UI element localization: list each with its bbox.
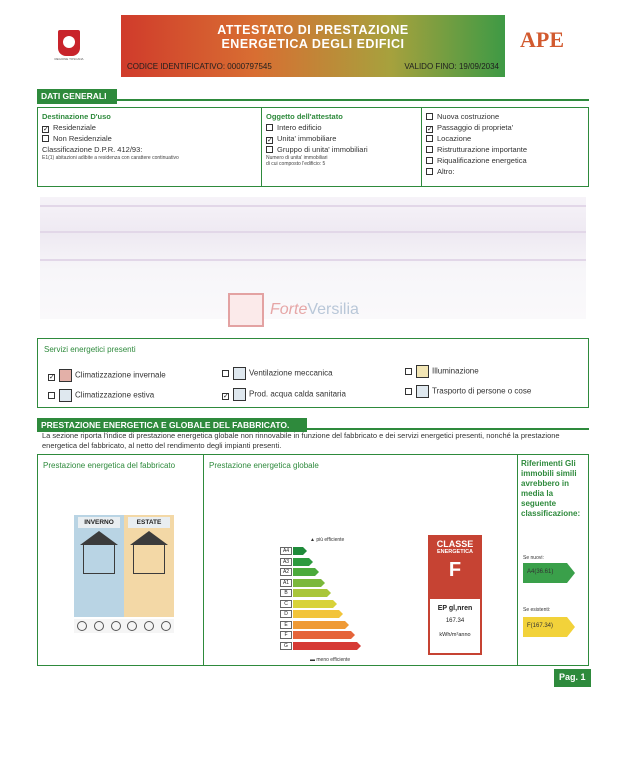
classe-sub: ENERGETICA xyxy=(436,549,474,555)
energy-class-tip xyxy=(357,642,361,650)
smiley-icon xyxy=(77,621,87,631)
checkbox[interactable]: ✓ xyxy=(49,373,55,381)
checkbox[interactable] xyxy=(405,368,412,375)
option-locazione[interactable]: Locazione xyxy=(426,133,583,144)
energy-class-label: C xyxy=(280,600,292,608)
energy-class-bar xyxy=(293,610,339,618)
meno-efficiente-label: ▬ meno efficiente xyxy=(310,657,351,663)
ape-logo-text: APE xyxy=(520,27,564,52)
elevator-icon xyxy=(416,385,429,398)
checkbox[interactable] xyxy=(426,135,433,142)
energy-class-row xyxy=(280,579,400,587)
dati-generali-box xyxy=(37,107,589,187)
section-divider xyxy=(307,428,589,430)
energy-class-bar xyxy=(293,589,327,597)
inverno-label: INVERNO xyxy=(78,517,120,528)
destinazione-column xyxy=(38,108,262,186)
checkbox[interactable]: ✓ xyxy=(427,126,433,133)
section-dati-generali: DATI GENERALI xyxy=(37,89,117,104)
energy-class-tip xyxy=(315,568,319,576)
energy-class-label: A4 xyxy=(280,547,292,555)
prestazione-description: La sezione riporta l'indice di prestazione energetica globale non rinnovabile in funzione del fabbricato e dei servizi energetici presenti, nonché la prestazione energetica del fabbricato, al netto del rendimento degli impianti presenti. xyxy=(42,431,560,450)
energy-class-row xyxy=(280,558,400,566)
energy-class-label: A3 xyxy=(280,558,292,566)
globale-column xyxy=(204,455,518,665)
energy-class-label: G xyxy=(280,642,292,650)
redaction-stripe xyxy=(40,259,586,261)
energy-class-tip xyxy=(321,579,325,587)
estate-label: ESTATE xyxy=(128,517,170,528)
energy-class-bar xyxy=(293,579,321,587)
service-trasporto[interactable]: Trasporto di persone o cose xyxy=(405,385,531,398)
piu-efficiente-label: ▲ più efficiente xyxy=(310,537,345,543)
service-acqua-calda[interactable]: ✓ Prod. acqua calda sanitaria xyxy=(223,389,346,400)
smiley-icon xyxy=(94,621,104,631)
checkbox[interactable] xyxy=(266,146,273,153)
section-divider xyxy=(117,99,589,101)
checkbox[interactable] xyxy=(405,388,412,395)
option-ristrutturazione[interactable]: Ristrutturazione importante xyxy=(426,144,583,155)
unita-note-2: di cui composto l'edificio: 5 xyxy=(266,161,326,167)
season-winter xyxy=(74,515,124,617)
energy-class-bar xyxy=(293,621,345,629)
energy-class-label: D xyxy=(280,610,292,618)
ep-label: EP gl,nren xyxy=(437,605,473,612)
option-passaggio-proprieta[interactable]: ✓ Passaggio di proprieta' xyxy=(427,123,514,133)
energy-class-label: E xyxy=(280,621,292,629)
option-nuova-costruzione[interactable]: Nuova costruzione xyxy=(426,111,583,122)
ep-unit: kWh/m²anno xyxy=(439,632,471,638)
energy-class-row xyxy=(280,568,400,576)
checkbox[interactable] xyxy=(426,113,433,120)
energy-class-bar xyxy=(293,568,315,576)
oggetto-title: Oggetto dell'attestato xyxy=(266,112,343,121)
energy-class-bar xyxy=(293,547,303,555)
smiley-icon xyxy=(144,621,154,631)
season-summer xyxy=(124,515,174,617)
oggetto-column xyxy=(262,108,422,186)
fabbricato-column xyxy=(38,455,204,665)
watermark-part-2: Versilia xyxy=(307,301,359,319)
energy-class-tip xyxy=(339,610,343,618)
se-nuovi-label: Se nuovi: xyxy=(523,555,544,561)
title-line-2: ENERGETICA DEGLI EDIFICI xyxy=(221,37,405,51)
smiley-icon xyxy=(161,621,171,631)
checkbox[interactable]: ✓ xyxy=(267,137,273,144)
section-prestazione: PRESTAZIONE ENERGETICA E GLOBALE DEL FABBRICATO. xyxy=(37,418,307,432)
energy-class-tip xyxy=(303,547,307,555)
classe-label: CLASSE xyxy=(436,539,474,549)
ape-logo xyxy=(520,27,564,53)
valid-until: VALIDO FINO: 19/09/2034 xyxy=(404,62,499,71)
classificazione-label: Classificazione D.P.R. 412/93: xyxy=(42,145,143,154)
energy-class-row xyxy=(280,642,400,650)
energy-class-row xyxy=(280,547,400,555)
fabbricato-title: Prestazione energetica del fabbricato xyxy=(43,461,176,470)
motivazione-column xyxy=(422,108,587,186)
radiator-icon xyxy=(59,369,72,382)
snowflake-icon xyxy=(59,389,72,402)
energy-class-row xyxy=(280,589,400,597)
energy-class-tip xyxy=(309,558,313,566)
riferimenti-title: Riferimenti Gli immobili simili avrebbero in media la seguente classificazione: xyxy=(521,459,581,518)
checkbox[interactable] xyxy=(42,135,49,142)
classificazione-detail: E1(1) abitazioni adibite a residenza con carattere continuativo xyxy=(42,155,179,161)
service-ventilazione[interactable]: Ventilazione meccanica xyxy=(222,367,333,380)
energy-class-bar xyxy=(293,631,351,639)
bulb-icon xyxy=(416,365,429,378)
energy-class-tip xyxy=(333,600,337,608)
ref-arrow-point xyxy=(567,617,575,637)
servizi-title: Servizi energetici presenti xyxy=(44,345,136,354)
season-panel xyxy=(74,515,174,635)
redaction-stripe xyxy=(40,205,586,207)
ep-value: 167.34 xyxy=(445,618,465,624)
energy-class-label: A1 xyxy=(280,579,292,587)
option-residenziale[interactable]: ✓ Residenziale xyxy=(43,123,96,133)
checkbox[interactable]: ✓ xyxy=(223,392,229,400)
checkbox[interactable] xyxy=(426,157,433,164)
ep-box xyxy=(430,599,480,653)
redaction-stripe xyxy=(40,231,586,233)
tap-icon xyxy=(233,388,246,401)
watermark-logo-icon xyxy=(228,293,264,327)
option-riqualificazione[interactable]: Riqualificazione energetica xyxy=(426,155,583,166)
service-illuminazione[interactable]: Illuminazione xyxy=(405,365,479,378)
energy-class-bar xyxy=(293,558,309,566)
riferimenti-column xyxy=(518,455,590,665)
unita-note-1: Numero di unita' immobiliari xyxy=(266,155,328,161)
option-gruppo-unita[interactable]: Gruppo di unita' immobiliari xyxy=(266,144,417,155)
smiley-icon xyxy=(127,621,137,631)
region-caption: REGIONE TOSCANA xyxy=(54,57,84,61)
fan-icon xyxy=(233,367,246,380)
energy-class-label: B xyxy=(280,589,292,597)
title-line-1: ATTESTATO DI PRESTAZIONE xyxy=(217,23,409,37)
se-nuovi-arrow xyxy=(523,563,573,583)
destinazione-title: Destinazione D'uso xyxy=(42,112,111,121)
energy-class-row xyxy=(280,600,400,608)
energy-class-label: A2 xyxy=(280,568,292,576)
service-climatizzazione-estiva[interactable]: Climatizzazione estiva xyxy=(48,389,154,402)
ref-arrow-point xyxy=(567,563,575,583)
energy-class-tip xyxy=(351,631,355,639)
option-unita-immobiliare[interactable]: ✓ Unita' immobiliare xyxy=(267,134,337,144)
checkbox[interactable] xyxy=(222,370,229,377)
quality-smileys xyxy=(74,619,174,633)
option-intero-edificio[interactable]: Intero edificio xyxy=(266,122,417,133)
globale-title: Prestazione energetica globale xyxy=(209,461,319,470)
identification-code: CODICE IDENTIFICATIVO: 0000797545 xyxy=(127,62,272,71)
region-logo xyxy=(52,30,86,61)
energy-class-bar xyxy=(293,642,357,650)
watermark xyxy=(228,293,359,327)
se-esistenti-label: Se esistenti: xyxy=(523,607,551,613)
energy-class-tip xyxy=(327,589,331,597)
energy-class-scale xyxy=(280,547,400,657)
checkbox[interactable] xyxy=(266,124,273,131)
option-non-residenziale[interactable]: Non Residenziale xyxy=(42,133,257,144)
classe-energetica-box xyxy=(428,535,482,655)
se-esistenti-value: F(167.34) xyxy=(527,623,554,629)
title-banner xyxy=(121,15,505,77)
checkbox[interactable] xyxy=(426,168,433,175)
checkbox[interactable]: ✓ xyxy=(43,126,49,133)
energy-class-bar xyxy=(293,600,333,608)
energy-class-row xyxy=(280,610,400,618)
classe-letter: F xyxy=(448,559,462,581)
option-altro[interactable]: Altro: xyxy=(426,166,583,177)
energy-class-row xyxy=(280,631,400,639)
prestazione-box xyxy=(37,454,589,666)
se-nuovi-value: A4(36.61) xyxy=(527,569,554,575)
se-esistenti-arrow xyxy=(523,617,573,637)
servizi-box xyxy=(37,338,589,408)
smiley-icon xyxy=(111,621,121,631)
region-seal-icon xyxy=(58,30,80,56)
service-climatizzazione-invernale[interactable]: ✓ Climatizzazione invernale xyxy=(49,370,166,381)
energy-class-row xyxy=(280,621,400,629)
checkbox[interactable] xyxy=(48,392,55,399)
checkbox[interactable] xyxy=(426,146,433,153)
energy-class-label: F xyxy=(280,631,292,639)
energy-class-tip xyxy=(345,621,349,629)
page-number: Pag. 1 xyxy=(554,669,591,687)
house-winter-icon xyxy=(83,544,115,574)
house-summer-icon xyxy=(133,544,165,574)
watermark-part-1: Forte xyxy=(270,301,308,319)
